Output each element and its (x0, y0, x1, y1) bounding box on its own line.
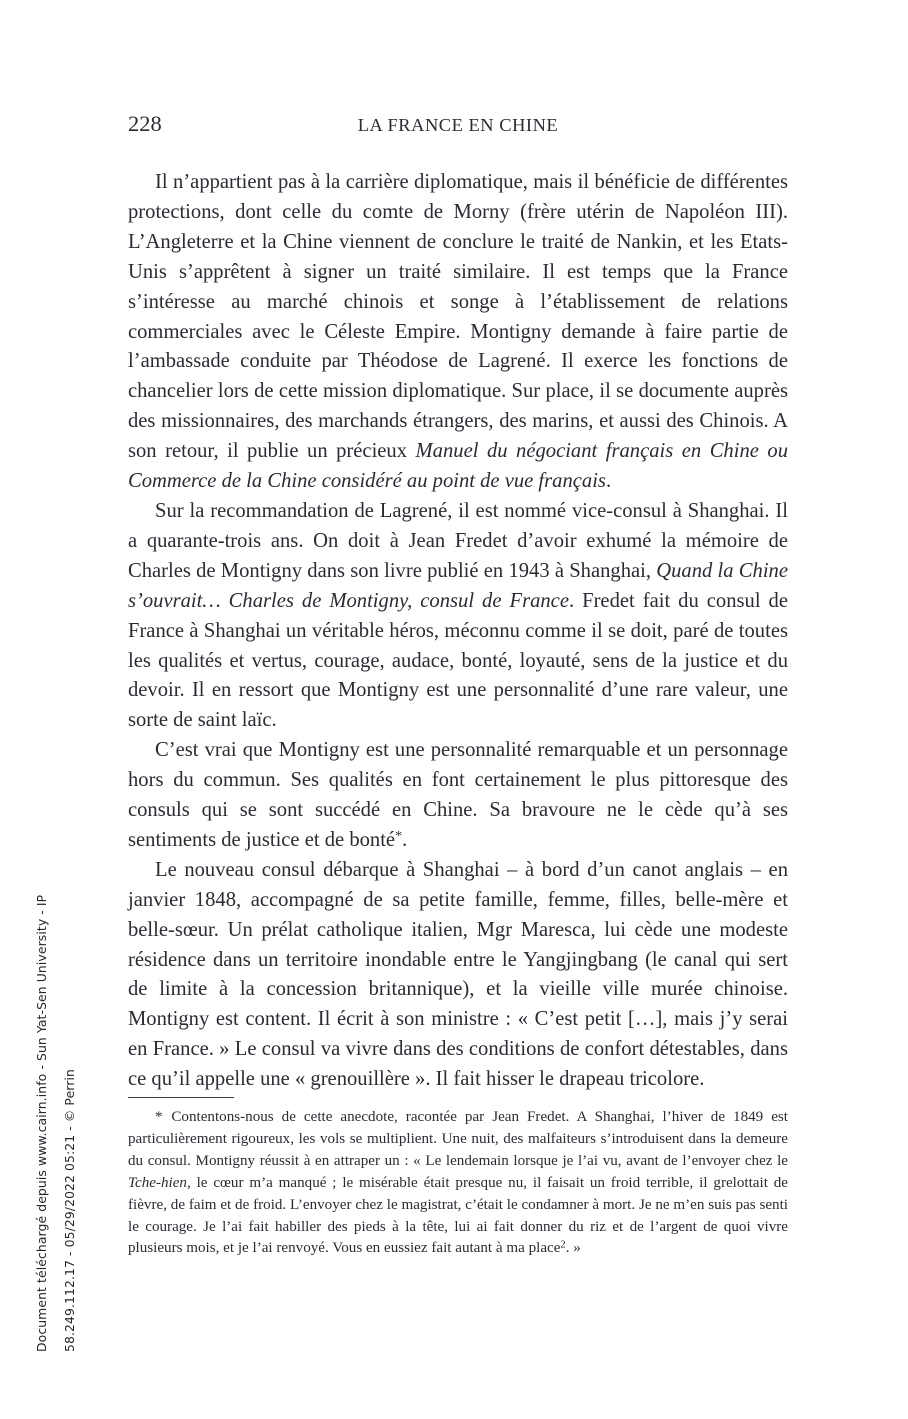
watermark-line-top: Document téléchargé depuis www.cairn.info - Sun Yat-Sen University - IP (34, 894, 49, 1352)
text-run: . (402, 828, 408, 851)
para-3 (128, 736, 788, 856)
page-number: 228 (128, 111, 162, 136)
text-run: C’est vrai que Montigny est une personnalité remarquable et un personnage hors du commun. Ses qualités en font certainement le plus pittoresque des consuls qui se sont succédé en Chine. Sa bravoure ne le cède qu’à ses sentiments de justice et de bonté (128, 739, 788, 851)
footnote-text (128, 1107, 788, 1260)
para-4 (128, 856, 788, 1095)
footnote-reference-marker: 2 (560, 1239, 566, 1251)
running-head (128, 111, 788, 137)
text-run: Il n’appartient pas à la carrière diplomatique, mais il bénéficie de différentes protections, dont celle du comte de Morny (frère utérin de Napoléon III). L’Angleterre et la Chine viennent de conclure le traité de Nankin, et les Etats-Unis s’apprêtent à signer un traité similaire. Il est temps que la France s’intéresse au marché chinois et songe à l’établissement de relations commerciales avec le Céleste Empire. Montigny demande à faire partie de l’ambassade conduite par Théodose de Lagrené. Il exerce les fonctions de chancelier lors de cette mission diplomatique. Sur place, il se documente auprès des missionnaires, des marchands étrangers, des marins, et aussi des Chinois. A son retour, il publie un précieux (128, 171, 788, 463)
page-content (128, 0, 788, 1419)
footnote-block (128, 1097, 788, 1260)
footnote-marker: * (155, 1109, 172, 1125)
text-run: , le cœur m’a manqué ; le misérable était presque nu, il faisait un froid terrible, il grelottait de fièvre, de faim et de froid. L’envoyer chez le magistrat, c’était le condamner à mort. Je ne m’en suis pas senti le courage. Je l’ai fait habiller des pieds à la tête, lui ai fait donner du riz et de l’argent de quoi vivre plusieurs mois, et je l’ai renvoyé. Vous en eussiez fait autant à ma place (128, 1174, 788, 1257)
text-run: . » (565, 1240, 581, 1257)
italic-run: Tche-hien (128, 1174, 187, 1191)
text-run: . (605, 470, 612, 493)
running-head-title: LA FRANCE EN CHINE (357, 115, 559, 135)
italic-run: Quand la Chine s’ouvrait… Charles de Montigny, consul de France (128, 559, 788, 612)
footnote-separator-rule (128, 1097, 234, 1098)
text-run: Sur la recommandation de Lagrené, il est nommé vice-consul à Shanghai. Il a quarante-trois ans. On doit à Jean Fredet d’avoir exhumé la mémoire de Charles de Montigny dans son livre publié en 1943 à Shanghai, (128, 499, 788, 582)
text-run: Contentons-nous de cette anecdote, racontée par Jean Fredet. A Shanghai, l’hiver de 1849 est particulièrement rigoureux, les vols se multiplient. Une nuit, des malfaiteurs s’introduisent dans la demeure du consul. Montigny réussit à en attraper un : « Le lendemain lorsque je l’ai vu, avant de l’envoyer chez le (128, 1109, 788, 1169)
watermark-line-bottom: 58.249.112.17 - 05/29/2022 05:21 - © Perrin (62, 1069, 77, 1352)
para-2 (128, 497, 788, 736)
footnote-reference-marker: * (395, 829, 403, 845)
para-1 (128, 168, 788, 497)
italic-run: Manuel du négociant français en Chine ou Commerce de la Chine considéré au point de vue français (128, 440, 788, 493)
text-run: Le nouveau consul débarque à Shanghai – à bord d’un canot anglais – en janvier 1848, accompagné de sa petite famille, femme, filles, belle-mère et belle-sœur. Un prélat catholique italien, Mgr Maresca, lui cède une modeste résidence dans un territoire inondable entre le Yangjingbang (le canal qui sert de limite à la concession britannique), et la vieille ville murée chinoise. Montigny est content. Il écrit à son ministre : « C’est petit […], mais j’y serai en France. » Le consul va vivre dans des conditions de confort détestables, dans ce qu’il appelle une « grenouillère ». Il fait hisser le drapeau tricolore. (128, 858, 788, 1091)
text-run: . Fredet fait du consul de France à Shanghai un véritable héros, méconnu comme il se doit, paré de toutes les qualités et vertus, courage, audace, bonté, loyauté, sens de la justice et du devoir. Il en ressort que Montigny est une personnalité d’une rare valeur, une sorte de saint laïc. (128, 589, 788, 732)
body-text (128, 168, 788, 1095)
cairn-watermark (0, 0, 92, 1419)
